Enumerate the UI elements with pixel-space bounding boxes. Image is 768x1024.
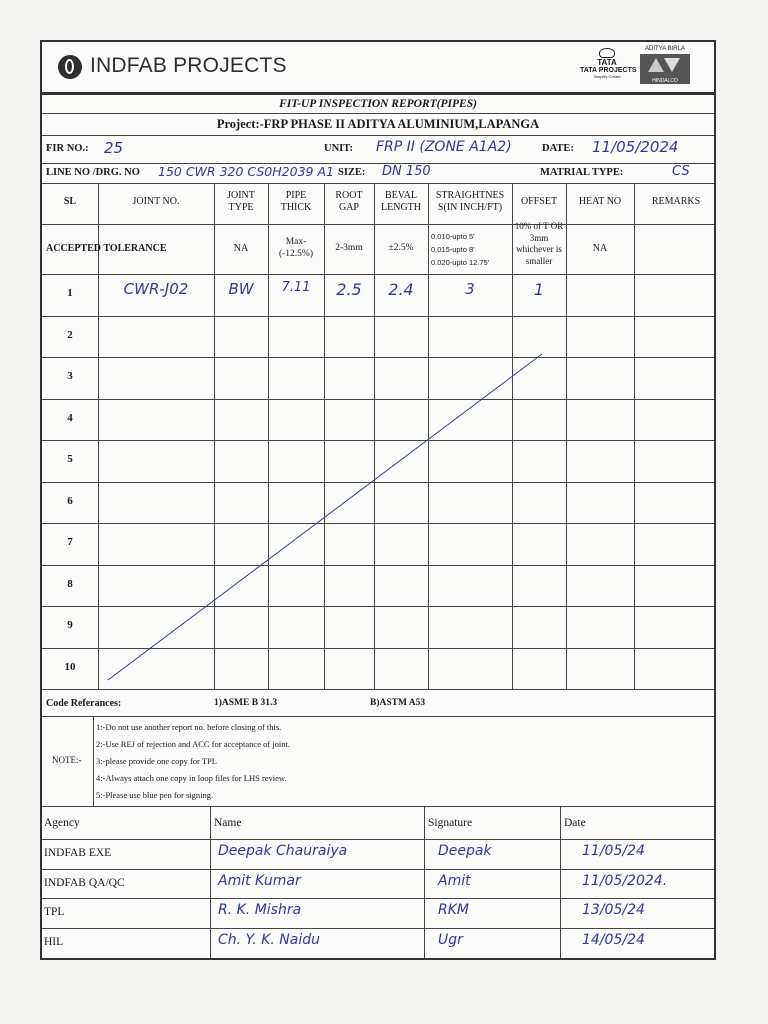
tolerance-straight-1: 0.010-upto 5' bbox=[431, 232, 475, 241]
signoff-agency: INDFAB EXE bbox=[44, 847, 112, 859]
aditya-birla-emblem-icon bbox=[640, 54, 690, 78]
notes-list bbox=[96, 719, 290, 804]
row-sl: 7 bbox=[67, 536, 73, 548]
signoff-row bbox=[42, 899, 714, 929]
inspection-table bbox=[42, 184, 714, 689]
signoff-table bbox=[42, 807, 714, 958]
strike-through-line bbox=[42, 184, 718, 689]
material-value: CS bbox=[672, 164, 690, 179]
line-value: 150 CWR 320 CS0H2039 A1 bbox=[158, 164, 334, 179]
row-beval: 2.4 bbox=[388, 280, 414, 299]
notes-row bbox=[42, 717, 714, 807]
row-gap: 2.5 bbox=[336, 280, 362, 299]
signoff-header-agency: Agency bbox=[44, 817, 80, 829]
fir-row bbox=[42, 136, 714, 164]
size-label: SIZE: bbox=[338, 167, 366, 178]
row-type: BW bbox=[228, 280, 254, 298]
signoff-signature: Amit bbox=[438, 872, 471, 889]
date-value: 11/05/2024 bbox=[592, 138, 679, 156]
row-sl: 9 bbox=[67, 619, 73, 631]
signoff-agency: HIL bbox=[44, 935, 64, 948]
code-reference-a: 1)ASME B 31.3 bbox=[214, 698, 278, 708]
col-header-joint-no: JOINT NO. bbox=[132, 196, 180, 207]
unit-label: UNIT: bbox=[324, 143, 353, 154]
col-header-remarks: REMARKS bbox=[651, 196, 701, 207]
col-header-straightness: STRAIGHTNES S(IN INCH/FT) bbox=[435, 190, 505, 213]
signoff-header bbox=[42, 807, 714, 840]
row-sl: 1 bbox=[67, 287, 73, 299]
unit-value: FRP II (ZONE A1A2) bbox=[376, 139, 512, 155]
row-sl: 4 bbox=[67, 411, 73, 424]
signoff-agency: INDFAB QA/QC bbox=[44, 876, 125, 889]
signoff-signature: Ugr bbox=[438, 931, 463, 948]
tolerance-offset: 10% of T OR 3mm whichever is smaller bbox=[514, 221, 564, 266]
indfab-logo-icon bbox=[58, 55, 82, 79]
signoff-header-name: Name bbox=[214, 817, 242, 829]
line-label: LINE NO /DRG. NO bbox=[46, 167, 140, 178]
row-joint: CWR-J02 bbox=[123, 280, 189, 298]
report-header bbox=[42, 42, 714, 94]
aditya-birla-logo bbox=[640, 46, 690, 84]
row-offset: 1 bbox=[533, 280, 545, 299]
tolerance-straight-2: 0.015-upto 8' bbox=[431, 245, 475, 254]
tata-tagline: Simplify Create bbox=[593, 74, 621, 79]
signoff-header-date: Date bbox=[564, 817, 586, 829]
size-value: DN 150 bbox=[382, 164, 431, 179]
fir-value: 25 bbox=[104, 139, 124, 157]
title-row bbox=[42, 94, 714, 114]
signoff-name: Amit Kumar bbox=[218, 872, 301, 889]
tolerance-root-gap: 2-3mm bbox=[335, 243, 363, 253]
fir-label: FIR NO.: bbox=[46, 143, 89, 154]
row-sl: 8 bbox=[67, 577, 73, 590]
company-name: INDFAB PROJECTS bbox=[90, 54, 287, 77]
inspection-report-sheet bbox=[40, 40, 716, 960]
col-header-root-gap: ROOT GAP bbox=[335, 190, 363, 213]
code-reference-b: B)ASTM A53 bbox=[370, 698, 426, 708]
report-title: FIT-UP INSPECTION REPORT(PIPES) bbox=[279, 98, 477, 110]
signoff-signature: RKM bbox=[438, 902, 469, 918]
tata-label: TATA bbox=[597, 58, 617, 67]
signoff-signature: Deepak bbox=[438, 843, 492, 859]
row-straight: 3 bbox=[465, 280, 475, 298]
code-references-row bbox=[42, 689, 714, 717]
line-row bbox=[42, 164, 714, 184]
col-header-offset: HEAT NO bbox=[578, 196, 622, 207]
tolerance-pipe-thick: Max-(-12.5%) bbox=[278, 237, 314, 259]
row-sl: 5 bbox=[67, 453, 73, 465]
note-item: 5:-Please use blue pen for signing. bbox=[96, 790, 214, 800]
note-item: 3:-please provide one copy for TPL bbox=[96, 756, 217, 766]
code-references-label: Code Referances: bbox=[46, 698, 122, 709]
note-item: 2:-Use REJ of rejection and ACC for acceptance of joint. bbox=[96, 739, 291, 749]
signoff-date: 11/05/24 bbox=[582, 843, 645, 859]
row-sl: 6 bbox=[67, 494, 73, 507]
aditya-birla-label: ADITYA BIRLA bbox=[645, 46, 685, 52]
signoff-date: 11/05/2024. bbox=[582, 872, 668, 889]
project-name: Project:-FRP PHASE II ADITYA ALUMINIUM,LAPANGA bbox=[216, 117, 540, 131]
date-label: DATE: bbox=[542, 143, 574, 154]
signoff-date: 14/05/24 bbox=[582, 931, 645, 948]
notes-label: NOTE:- bbox=[52, 755, 82, 765]
signoff-row bbox=[42, 840, 714, 870]
tata-projects-label: TATA PROJECTS bbox=[580, 67, 637, 74]
signoff-name: Deepak Chauraiya bbox=[218, 843, 348, 859]
signoff-row bbox=[42, 870, 714, 900]
tolerance-beval: ±2.5% bbox=[388, 243, 414, 253]
row-thick: 7.11 bbox=[281, 280, 311, 295]
col-header-offset-placeholder: OFFSET bbox=[520, 196, 558, 207]
row-sl: 10 bbox=[64, 660, 76, 673]
signoff-name: R. K. Mishra bbox=[218, 902, 302, 918]
row-sl: 2 bbox=[67, 328, 73, 341]
col-header-joint-type: JOINT TYPE bbox=[227, 190, 255, 213]
hindalco-label: HINDALCO bbox=[640, 78, 690, 84]
tolerance-straight-3: 0.020-upto 12.75' bbox=[431, 258, 490, 267]
note-item: 1:-Do not use another report no. before closing of this. bbox=[96, 722, 282, 732]
tolerance-joint-type: NA bbox=[233, 243, 249, 254]
material-label: MATRIAL TYPE: bbox=[540, 167, 624, 178]
col-header-pipe-thick: PIPE THICK bbox=[280, 190, 312, 213]
tata-logo bbox=[580, 48, 637, 79]
col-header-sl: SL bbox=[63, 196, 77, 207]
tata-emblem-icon bbox=[599, 48, 615, 58]
signoff-row bbox=[42, 929, 714, 959]
project-row bbox=[42, 114, 714, 136]
tolerance-heat-no: NA bbox=[592, 243, 608, 254]
note-item: 4:-Always attach one copy in loop files for LHS review. bbox=[96, 773, 287, 783]
col-header-beval-length: BEVAL LENGTH bbox=[381, 190, 421, 213]
row-sl: 3 bbox=[67, 370, 73, 382]
signoff-name: Ch. Y. K. Naidu bbox=[218, 931, 320, 948]
tolerance-label: ACCEPTED TOLERANCE bbox=[46, 243, 167, 254]
signoff-header-signature: Signature bbox=[428, 817, 473, 829]
signoff-agency: TPL bbox=[44, 906, 65, 918]
signoff-date: 13/05/24 bbox=[582, 902, 645, 918]
